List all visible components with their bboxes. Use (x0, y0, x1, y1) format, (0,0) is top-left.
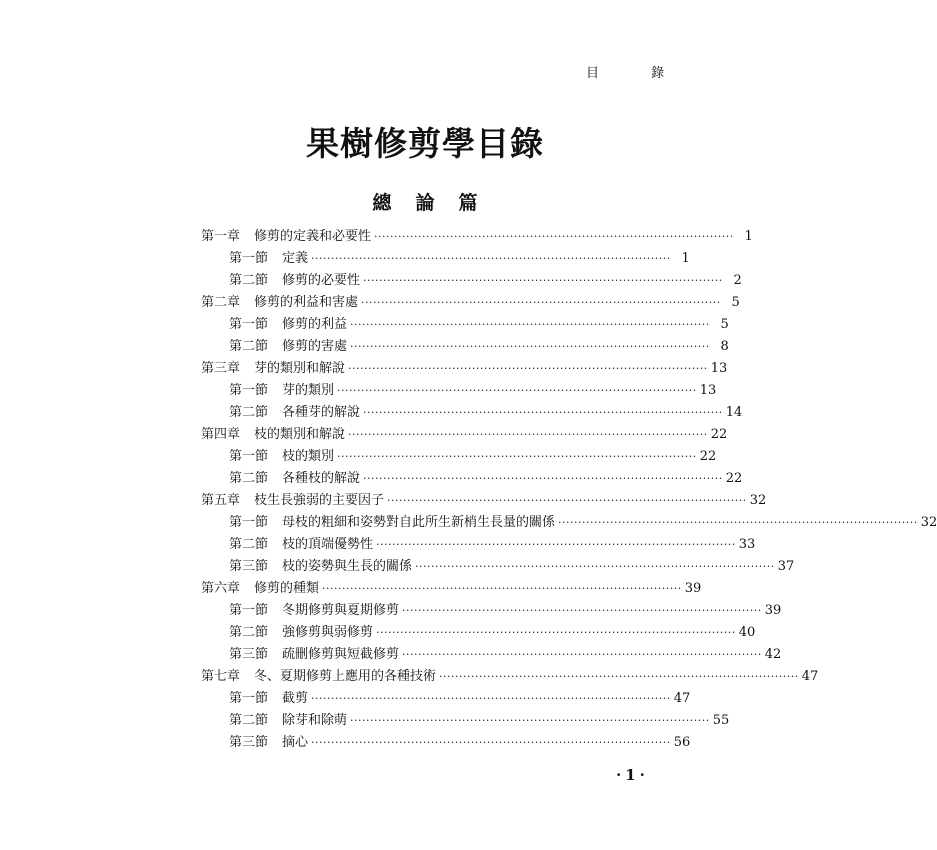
entry-label: 第一節 (229, 515, 269, 530)
toc-chapter-entry (201, 292, 740, 314)
dot-leader: ·························································································· (348, 428, 708, 441)
running-head: 目 錄 (586, 66, 689, 81)
entry-page-number: 47 (673, 691, 691, 706)
dot-leader: ·························································································· (363, 406, 723, 419)
entry-page-number: 2 (733, 273, 742, 288)
dot-leader: ·························································································· (387, 494, 747, 507)
entry-heading: 各種芽的解說 (282, 405, 361, 420)
entry-label: 第四章 (201, 427, 241, 442)
entry-label: 第六章 (201, 581, 241, 596)
entry-label: 第七章 (201, 669, 241, 684)
dot-leader: ·························································································· (350, 714, 710, 727)
entry-page-number: 55 (712, 713, 730, 728)
entry-label: 第一節 (229, 691, 269, 706)
dot-leader: ·························································································· (311, 692, 671, 705)
toc-chapter-entry (201, 490, 767, 512)
entry-page-number: 33 (738, 537, 756, 552)
entry-heading: 摘心 (282, 735, 309, 750)
entry-heading: 除芽和除萌 (282, 713, 348, 728)
entry-page-number: 40 (738, 625, 756, 640)
entry-page-number: 1 (744, 229, 753, 244)
toc-section-entry (201, 468, 743, 490)
entry-heading: 疏刪修剪與短截修剪 (282, 647, 400, 662)
entry-page-number: 1 (681, 251, 690, 266)
entry-page-number: 39 (684, 581, 702, 596)
entry-page-number: 5 (720, 317, 729, 332)
entry-heading: 枝的類別 (282, 449, 335, 464)
entry-heading: 修剪的種類 (254, 581, 320, 596)
toc-section-entry (201, 688, 691, 710)
dot-leader: ·························································································· (402, 648, 762, 661)
dot-leader: ·························································································· (361, 296, 721, 309)
entry-page-number: 39 (764, 603, 782, 618)
dot-leader: ·························································································· (415, 560, 775, 573)
entry-label: 第三節 (229, 735, 269, 750)
dot-leader: ·························································································· (350, 340, 710, 353)
toc-section-entry (201, 380, 717, 402)
entry-label: 第二節 (229, 339, 269, 354)
toc-chapter-entry (201, 666, 819, 688)
dot-leader: ·························································································· (558, 516, 918, 529)
entry-label: 第一節 (229, 603, 269, 618)
entry-label: 第一節 (229, 383, 269, 398)
dot-leader: ·························································································· (402, 604, 762, 617)
toc-chapter-entry (201, 226, 753, 248)
entry-page-number: 47 (801, 669, 819, 684)
toc-chapter-entry (201, 424, 728, 446)
entry-label: 第二節 (229, 471, 269, 486)
toc-section-entry (201, 314, 729, 336)
entry-label: 第一節 (229, 317, 269, 332)
page-number: ·1· (616, 766, 649, 784)
toc-section-entry (201, 556, 795, 578)
table-of-contents (201, 226, 937, 754)
dot-leader: ·························································································· (322, 582, 682, 595)
toc-section-entry (201, 600, 782, 622)
entry-page-number: 22 (725, 471, 743, 486)
toc-section-entry (201, 644, 782, 666)
entry-heading: 枝的姿勢與生長的關係 (282, 559, 413, 574)
entry-heading: 截剪 (282, 691, 309, 706)
dot-leader: ·························································································· (363, 472, 723, 485)
entry-heading: 定義 (282, 251, 309, 266)
entry-label: 第三節 (229, 559, 269, 574)
entry-page-number: 14 (725, 405, 743, 420)
toc-section-entry (201, 622, 756, 644)
dot-leader: ·························································································· (439, 670, 799, 683)
entry-page-number: 42 (764, 647, 782, 662)
entry-label: 第二章 (201, 295, 241, 310)
entry-page-number: 32 (920, 515, 937, 530)
toc-section-entry (201, 732, 691, 754)
entry-label: 第一節 (229, 449, 269, 464)
entry-heading: 枝的類別和解說 (254, 427, 346, 442)
dot-leader: ·························································································· (348, 362, 708, 375)
entry-page-number: 37 (777, 559, 795, 574)
entry-page-number: 8 (720, 339, 729, 354)
toc-chapter-entry (201, 358, 728, 380)
entry-heading: 芽的類別 (282, 383, 335, 398)
dot-leader: ·························································································· (337, 450, 697, 463)
toc-section-entry (201, 336, 729, 358)
entry-label: 第一章 (201, 229, 241, 244)
toc-section-entry (201, 402, 743, 424)
page-title: 果樹修剪學目錄 (306, 124, 544, 163)
dot-leader: ·························································································· (376, 626, 736, 639)
entry-heading: 各種枝的解說 (282, 471, 361, 486)
toc-section-entry (201, 446, 717, 468)
entry-label: 第二節 (229, 405, 269, 420)
toc-section-entry (201, 710, 730, 732)
dot-leader: ·························································································· (350, 318, 710, 331)
entry-heading: 冬期修剪與夏期修剪 (282, 603, 400, 618)
dot-leader: ·························································································· (376, 538, 736, 551)
entry-page-number: 32 (749, 493, 767, 508)
entry-label: 第二節 (229, 713, 269, 728)
entry-label: 第三節 (229, 647, 269, 662)
entry-label: 第一節 (229, 251, 269, 266)
entry-page-number: 22 (699, 449, 717, 464)
entry-label: 第二節 (229, 537, 269, 552)
entry-page-number: 56 (673, 735, 691, 750)
entry-heading: 修剪的利益和害處 (254, 295, 359, 310)
toc-chapter-entry (201, 578, 702, 600)
section-title: 總論篇 (372, 192, 502, 214)
toc-section-entry (201, 512, 937, 534)
entry-heading: 母枝的粗細和姿勢對自此所生新梢生長量的關係 (282, 515, 556, 530)
entry-label: 第五章 (201, 493, 241, 508)
dot-leader: ·························································································· (311, 736, 671, 749)
dot-leader: ·························································································· (337, 384, 697, 397)
entry-page-number: 22 (710, 427, 728, 442)
toc-section-entry (201, 270, 742, 292)
entry-heading: 修剪的害處 (282, 339, 348, 354)
entry-heading: 強修剪與弱修剪 (282, 625, 374, 640)
toc-section-entry (201, 248, 690, 270)
entry-heading: 冬、夏期修剪上應用的各種技術 (254, 669, 437, 684)
dot-leader: ·························································································· (374, 230, 734, 243)
dot-leader: ·························································································· (311, 252, 671, 265)
entry-page-number: 5 (731, 295, 740, 310)
entry-heading: 芽的類別和解說 (254, 361, 346, 376)
entry-heading: 修剪的利益 (282, 317, 348, 332)
entry-heading: 修剪的必要性 (282, 273, 361, 288)
entry-label: 第三章 (201, 361, 241, 376)
entry-heading: 枝生長強弱的主要因子 (254, 493, 385, 508)
entry-heading: 修剪的定義和必要性 (254, 229, 372, 244)
entry-label: 第二節 (229, 625, 269, 640)
entry-label: 第二節 (229, 273, 269, 288)
dot-leader: ·························································································· (363, 274, 723, 287)
toc-section-entry (201, 534, 756, 556)
entry-page-number: 13 (699, 383, 717, 398)
entry-page-number: 13 (710, 361, 728, 376)
entry-heading: 枝的頂端優勢性 (282, 537, 374, 552)
